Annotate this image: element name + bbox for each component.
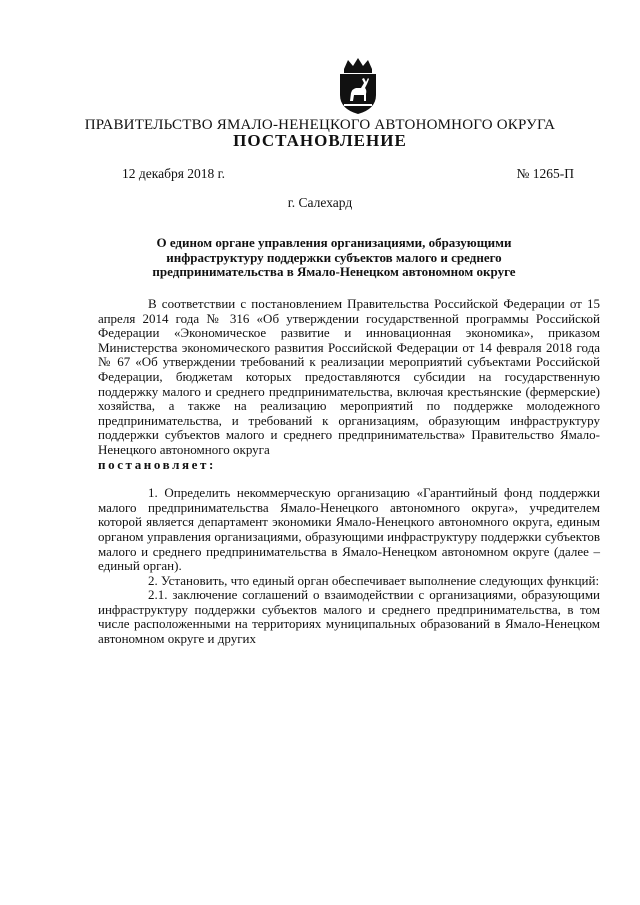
resolves-word: постановляет: — [98, 456, 216, 472]
preamble-paragraph — [98, 297, 600, 472]
document-city: г. Салехард — [287, 195, 353, 210]
document-date: 12 декабря 2018 г. — [122, 166, 226, 181]
preamble-text: В соответствии с постановлением Правительства Российской Федерации от 15 апреля 2014 года № 316 «Об утверждении государственной программы Российской Федерации «Экономическое развитие и инновационная экономика», приказом Министерства экономического развития Российской Федерации от 14 февраля 2018 года № 67 «Об утверждении требований к реализации мероприятий субъектами Российской Федерации, бюджетам которых предоставляются субсидии на государственную поддержку малого и среднего предпринимательства, включая крестьянские (фермерские) хозяйства, а также на реализацию мероприятий по поддержке молодежного предпринимательства, и требований к организациям, образующим инфраструктуру поддержки субъектов малого и среднего предпринимательства» Правительство Ямало-Ненецкого автономного округа — [98, 296, 600, 457]
document-type: ПОСТАНОВЛЕНИЕ — [233, 131, 407, 150]
clause-2-1: 2.1. заключение соглашений о взаимодействии с организациями, образующими инфраструктуру поддержки субъектов малого и среднего предпринимательства, в том числе расположенными на территориях муниципальных образований в Ямало-Ненецком автономном округе и других — [98, 587, 600, 647]
clause-2: 2. Установить, что единый орган обеспечивает выполнение следующих функций: — [148, 572, 600, 588]
government-title: ПРАВИТЕЛЬСТВО ЯМАЛО-НЕНЕЦКОГО АВТОНОМНОГО ОКРУГА — [84, 117, 556, 133]
clause-1: 1. Определить некоммерческую организацию «Гарантийный фонд поддержки малого предпринимательства Ямало-Ненецкого автономного округа», учредителем которой является департамент экономики Ямало-Ненецкого автономного округа, единым органом управления организациями, образующими инфраструктуру поддержки субъектов малого и среднего предпринимательства в Ямало-Ненецком автономном округе (далее – единый орган). — [98, 485, 600, 574]
document-subject: О едином органе управления организациями, образующими инфраструктуру поддержки субъектов малого и среднего предпринимательства в Ямало-Ненецком автономном округе — [152, 235, 516, 279]
document-number: № 1265-П — [516, 166, 574, 181]
coat-of-arms-icon — [334, 57, 382, 115]
document-body — [98, 297, 600, 647]
